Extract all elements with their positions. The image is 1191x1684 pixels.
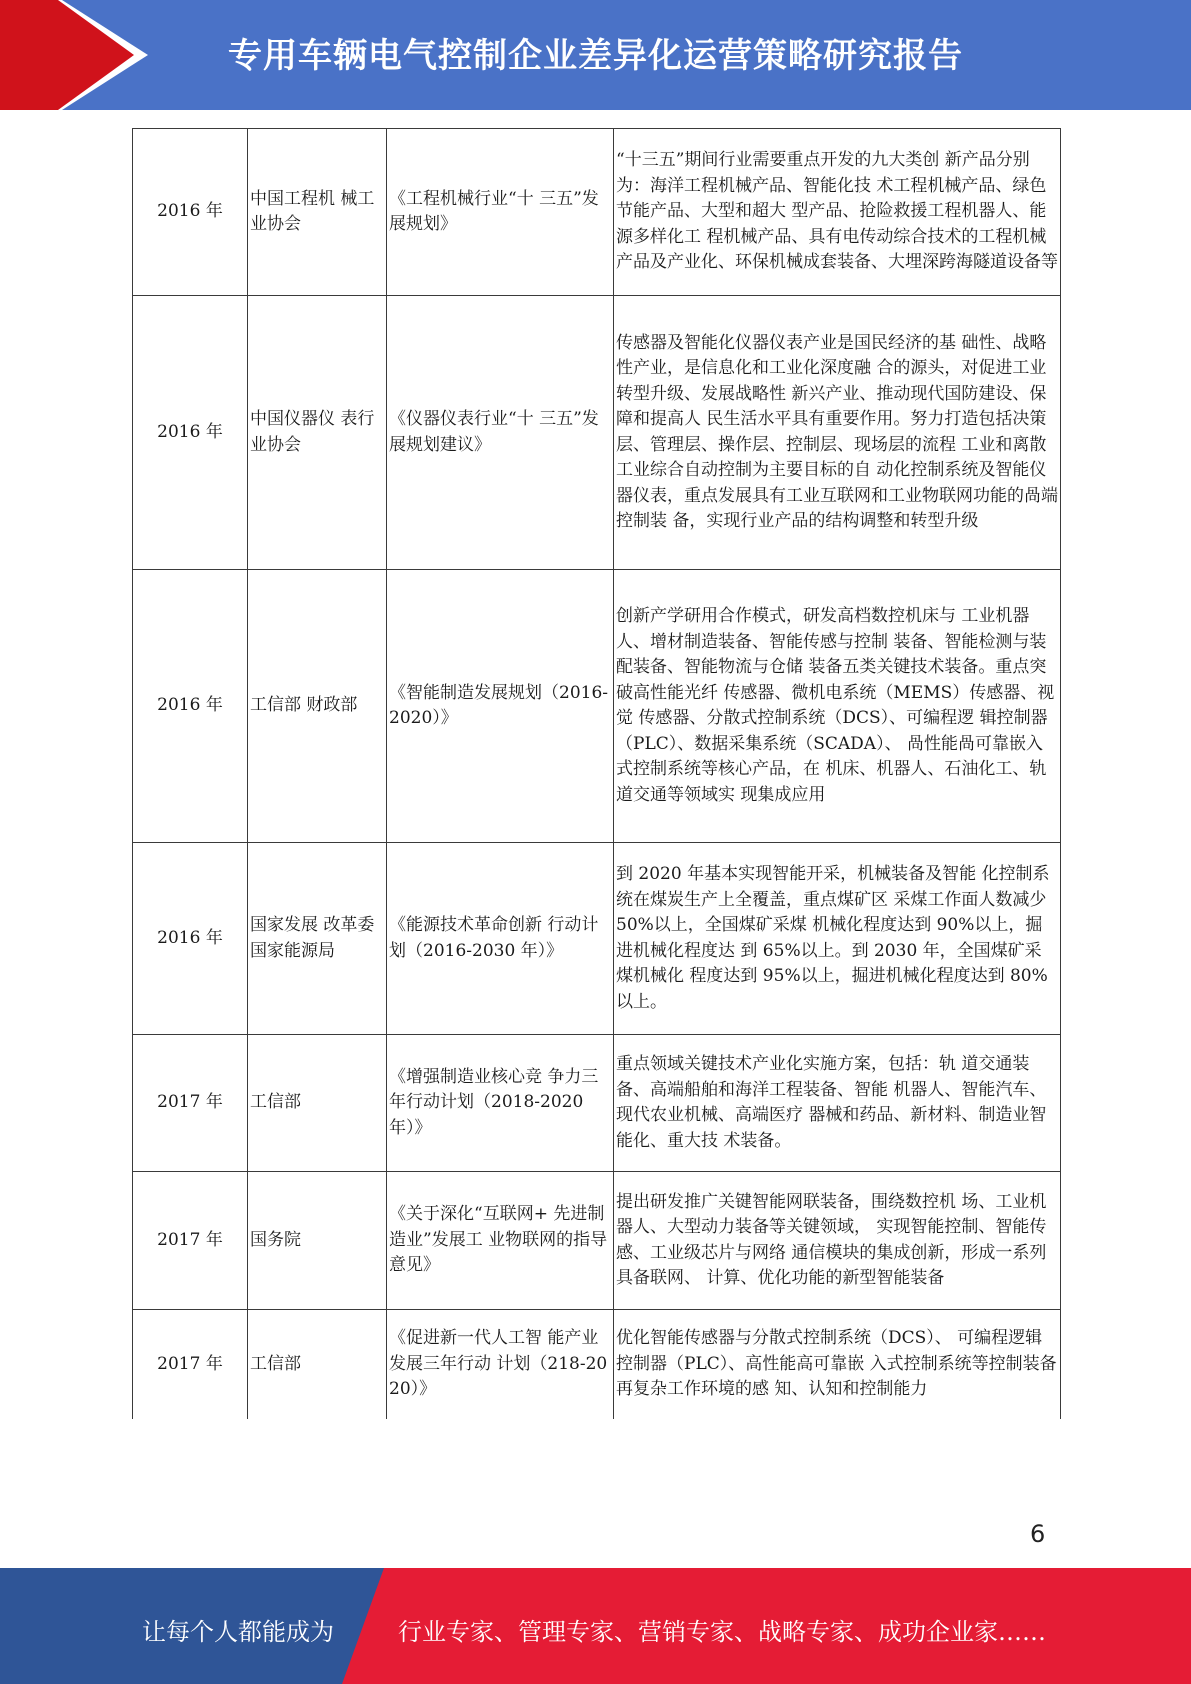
page-number: 6 [1030,1520,1046,1548]
cell-policy-content: 优化智能传感器与分散式控制系统（DCS）、 可编程逻辑控制器（PLC）、高性能高可靠嵌 入式控制系统等控制装备再复杂工作环境的感 知、认知和控制能力 [614,1310,1061,1419]
cell-year: 2017 年 [133,1310,248,1419]
table-row [133,570,1061,843]
cell-year: 2016 年 [133,570,248,843]
cell-policy-title: 《智能制造发展规划（2016-2020）》 [387,570,614,843]
footer-banner [0,1568,1191,1684]
cell-policy-title: 《工程机械行业“十 三五”发展规划》 [387,129,614,296]
cell-policy-title: 《关于深化“互联网+ 先进制造业”发展工 业物联网的指导意见》 [387,1172,614,1310]
cell-policy-content: 创新产学研用合作模式，研发高档数控机床与 工业机器人、增材制造装备、智能传感与控制 装备、智能检测与装配装备、智能物流与仓储 装备五类关键技术装备。重点突破高性能光纤 传感器、微机电系统（MEMS）传感器、视觉 传感器、分散式控制系统（DCS）、可编程逻 辑控制器（PLC）、数据采集系统（SCADA）、 咼性能咼可靠嵌入式控制系统等核心产品，在 机床、机器人、石油化工、轨道交通等领域实 现集成应用 [614,570,1061,843]
cell-organization: 中国仪器仪 表行业协会 [248,296,387,570]
cell-policy-content: “十三五”期间行业需要重点开发的九大类创 新产品分别为：海洋工程机械产品、智能化技 术工程机械产品、绿色节能产品、大型和超大 型产品、抢险救援工程机器人、能源多样化工 程机械产品、具有电传动综合技术的工程机械 产品及产业化、环保机械成套装备、大埋深跨海隧道设备等 [614,129,1061,296]
table-row [133,296,1061,570]
cell-policy-content: 提出研发推广关键智能网联装备，围绕数控机 场、工业机器人、大型动力装备等关键领域， 实现智能控制、智能传感、工业级芯片与网络 通信模块的集成创新，形成一系列具备联网、 计算、优化功能的新型智能装备 [614,1172,1061,1310]
cell-organization: 国务院 [248,1172,387,1310]
cell-policy-content: 传感器及智能化仪器仪表产业是国民经济的基 础性、战略性产业，是信息化和工业化深度融 合的源头，对促进工业转型升级、发展战略性 新兴产业、推动现代国防建设、保障和提高人 民生活水平具有重要作用。努力打造包括决策 层、管理层、操作层、控制层、现场层的流程 工业和离散工业综合自动控制为主要目标的自 动化控制系统及智能仪器仪表，重点发展具有工业互联网和工业物联网功能的咼端控制装 备，实现行业产品的结构调整和转型升级 [614,296,1061,570]
document-title: 专用车辆电气控制企业差异化运营策略研究报告 [228,36,963,76]
cell-organization: 中国工程机 械工业协会 [248,129,387,296]
cell-policy-title: 《增强制造业核心竞 争力三年行动计划（2018-2020 年）》 [387,1035,614,1172]
cell-policy-content: 到 2020 年基本实现智能开采，机械装备及智能 化控制系统在煤炭生产上全覆盖，重点煤矿区 采煤工作面人数减少 50%以上，全国煤矿采煤 机械化程度达到 90%以上，掘进机械化程度达 到 65%以上。到 2030 年，全国煤矿采煤机械化 程度达到 95%以上，掘进机械化程度达到 80% 以上。 [614,843,1061,1035]
table-row [133,1310,1061,1419]
table-row [133,1172,1061,1310]
cell-policy-title: 《能源技术革命创新 行动计划（2016-2030 年）》 [387,843,614,1035]
table-row [133,1035,1061,1172]
cell-policy-title: 《仪器仪表行业“十 三五”发展规划建议》 [387,296,614,570]
table-row [133,129,1061,296]
footer-slogan-right: 行业专家、管理专家、营销专家、战略专家、成功企业家…… [398,1618,1046,1646]
footer-slogan-left: 让每个人都能成为 [142,1618,334,1646]
cell-year: 2016 年 [133,843,248,1035]
cell-year: 2017 年 [133,1172,248,1310]
cell-organization: 国家发展 改革委 国家能源局 [248,843,387,1035]
cell-policy-title: 《促进新一代人工智 能产业发展三年行动 计划（218-2020）》 [387,1310,614,1419]
cell-year: 2016 年 [133,129,248,296]
cell-year: 2017 年 [133,1035,248,1172]
cell-policy-content: 重点领域关键技术产业化实施方案，包括：轨 道交通装备、高端船舶和海洋工程装备、智能 机器人、智能汽车、现代农业机械、高端医疗 器械和药品、新材料、制造业智能化、重大技 术装备。 [614,1035,1061,1172]
cell-organization: 工信部 [248,1035,387,1172]
policy-table [132,128,1061,1419]
cell-year: 2016 年 [133,296,248,570]
header-banner [0,0,1191,110]
table-row [133,843,1061,1035]
cell-organization: 工信部 财政部 [248,570,387,843]
cell-organization: 工信部 [248,1310,387,1419]
